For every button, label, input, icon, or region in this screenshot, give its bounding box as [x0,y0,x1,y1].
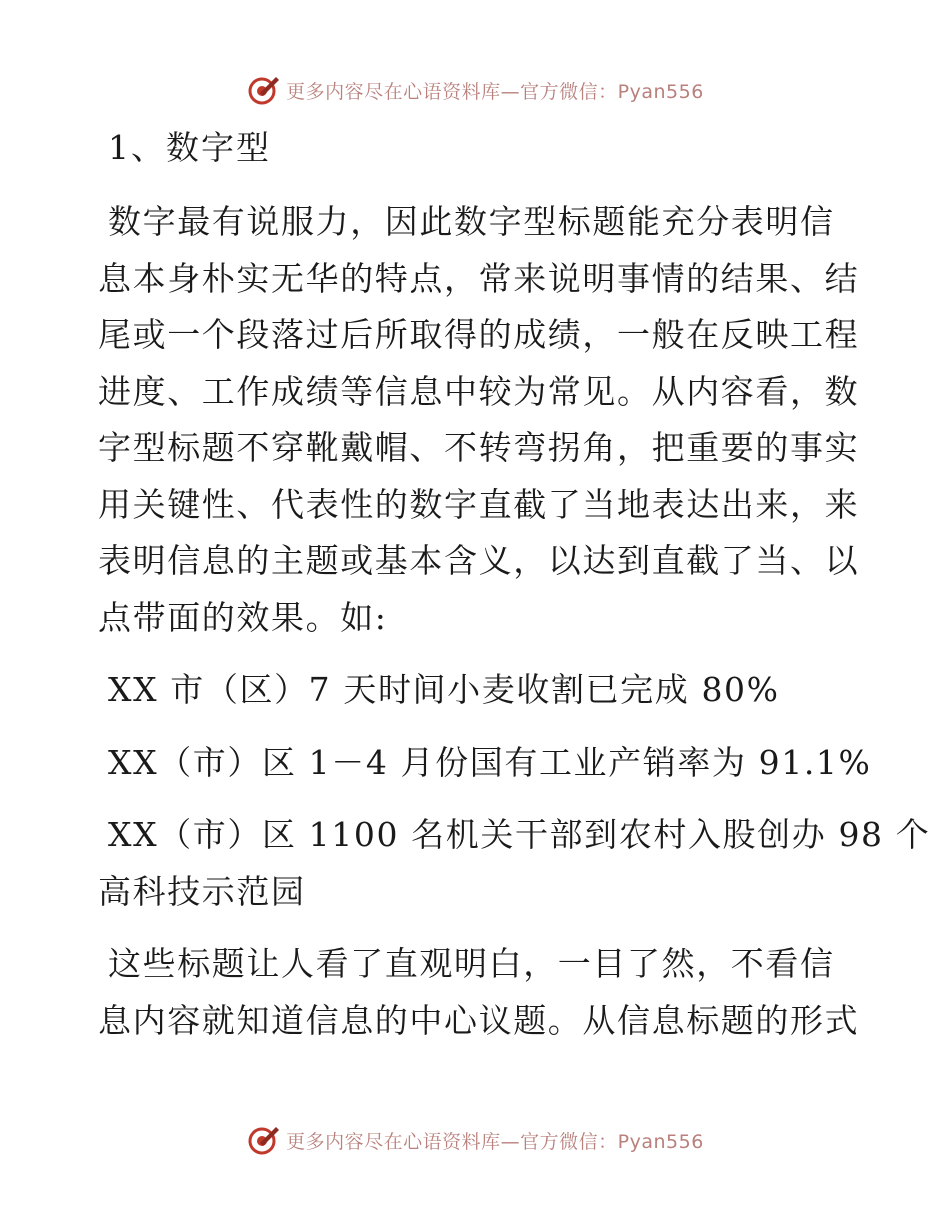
text-line: 字型标题不穿靴戴帽、不转弯拐角，把重要的事实 [98,428,860,467]
paragraph-conclusion [98,936,858,1049]
section-heading: 1、数字型 [108,128,271,167]
text-line: 表明信息的主题或基本含义，以达到直截了当、以 [98,541,860,580]
example-line: 高科技示范园 [98,871,306,911]
example-line: XX（市）区 1100 名机关干部到农村入股创办 98 个 [108,815,931,854]
pen-logo-icon [246,1123,280,1157]
paragraph-intro [98,194,858,646]
example-1 [98,662,858,719]
footer-banner [0,1120,950,1160]
text-line: 息内容就知道信息的中心议题。从信息标题的形式 [98,1000,860,1040]
footer-banner-text: 更多内容尽在心语资料库—官方微信：Pyan556 [286,1130,704,1153]
document-body [98,120,931,1049]
example-line: XX 市（区）7 天时间小麦收割已完成 80% [108,670,780,709]
header-banner-text: 更多内容尽在心语资料库—官方微信：Pyan556 [286,80,704,103]
pen-logo-icon [246,73,280,107]
example-2 [98,735,872,792]
text-line: 数字最有说服力，因此数字型标题能充分表明信 [108,202,835,241]
text-line: 尾或一个段落过后所取得的成绩，一般在反映工程 [98,315,860,354]
text-line: 点带面的效果。如: [98,597,388,637]
text-line: 进度、工作成绩等信息中较为常见。从内容看，数 [98,371,860,411]
header-banner [0,70,950,110]
text-line: 这些标题让人看了直观明白，一目了然，不看信 [108,944,835,983]
text-line: 用关键性、代表性的数字直截了当地表达出来，来 [98,484,860,524]
text-line: 息本身朴实无华的特点，常来说明事情的结果、结 [98,258,860,298]
example-line: XX（市）区 1－4 月份国有工业产销率为 91.1% [108,742,872,782]
example-3 [98,807,931,920]
